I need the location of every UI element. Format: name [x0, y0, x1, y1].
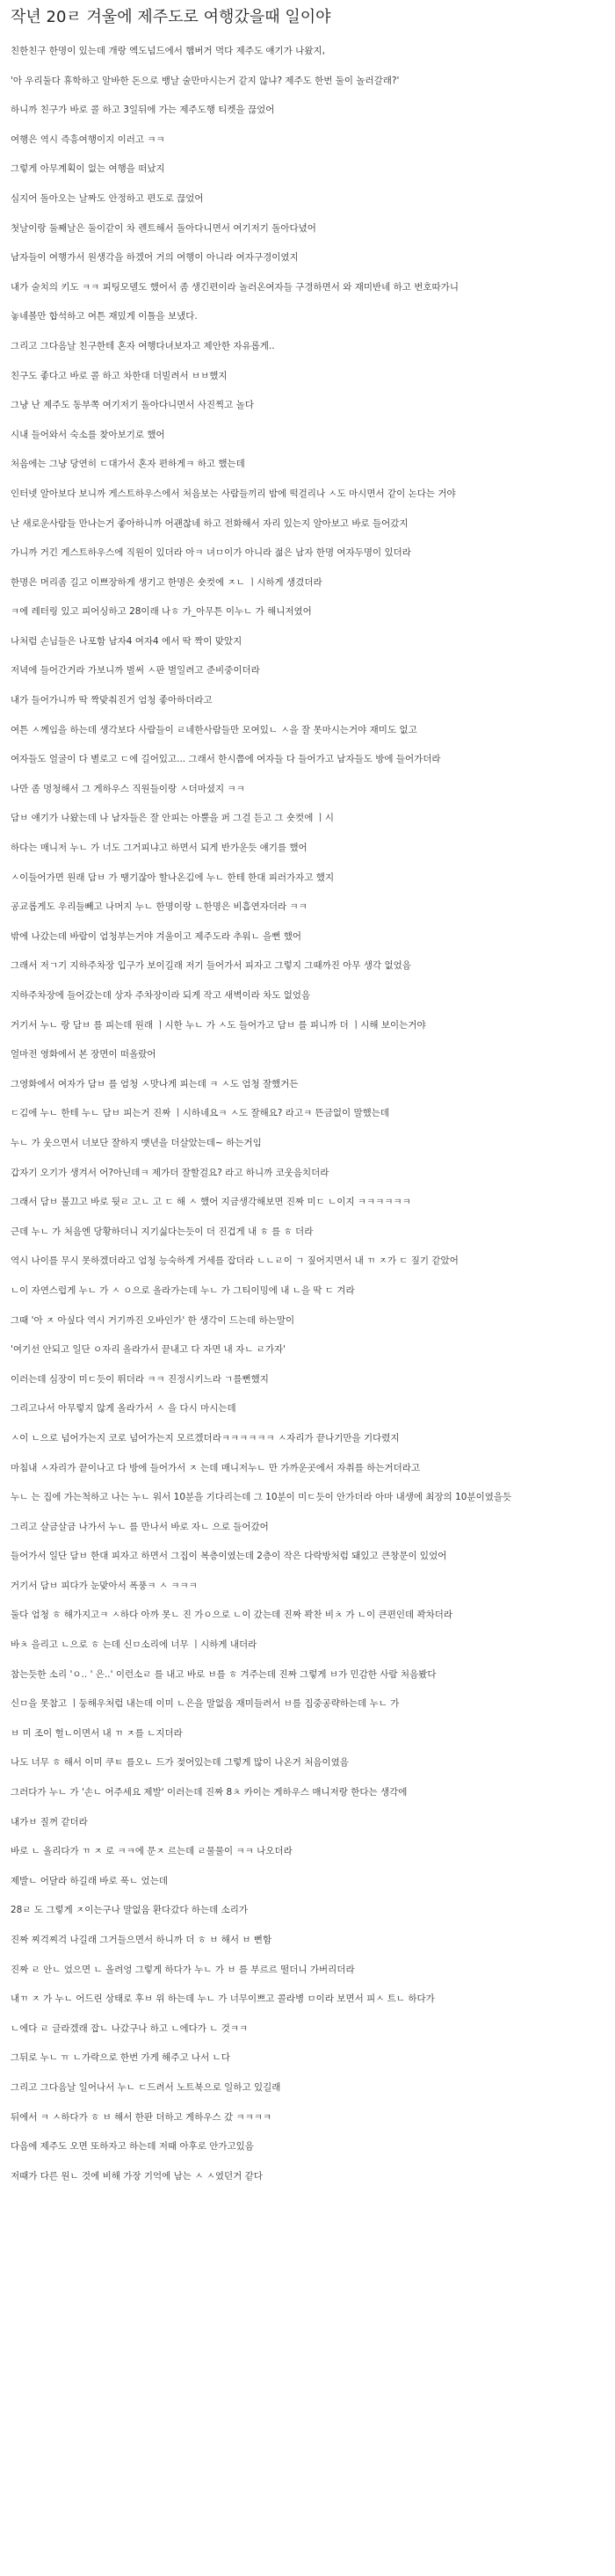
post-line: 얼마전 영화에서 본 장면이 떠올랐어 [11, 1049, 156, 1060]
post-line: 놓네볼만 합석하고 여튼 재밌게 이틀을 보냈다. [11, 311, 198, 322]
post-line: 여튼 ㅅ께임을 하는데 생각보다 사람들이 ㄹ네한사람들만 모여있ㄴ ㅅ을 잘 못마시는거야 재미도 없고 [11, 724, 417, 735]
post-line: 내가 들어가니까 딱 짝맞춰진거 엄청 좋아하더라고 [11, 695, 213, 706]
post-line: 28ㄹ 도 그렇게 ㅈ이는구나 말없음 환다갔다 하는데 소리가 [11, 1905, 249, 1916]
post-line: 바로 ㄴ 올리다가 ㄲ ㅈ 로 ㅋㅋ에 문ㅈ 르는데 ㄹ물물이 ㅋㅋ 나오더라 [11, 1846, 293, 1857]
post-line: 둘다 엄청 ㅎ 해가지고ㅋ ㅅ하다 아까 못ㄴ 진 가ㅇ으로 ㄴ이 갔는데 진짜 꽉찬 비ㅊ 가 ㄴ이 큰편인데 꽉차더라 [11, 1610, 453, 1621]
post-line: 나처럼 손님들은 나포함 남자4 여자4 에서 딱 짝이 맞았지 [11, 635, 242, 647]
post-line: ㅅ이들어가면 원래 담ㅂ 가 땡기잖아 할나온김에 누ㄴ 한테 한대 피러가자고 했지 [11, 872, 335, 883]
post-line: 밖에 나갔는데 바람이 엄청부는거야 겨울이고 제주도라 추워ㄴ 을뻔 했어 [11, 930, 301, 942]
post-line: 내가 술치의 키도 ㅋㅋ 피팅모델도 했어서 좀 생긴편이라 놀러온여자들 구경하면서 와 재미반네 하고 번호따가니 [11, 281, 459, 293]
post-body [11, 33, 604, 2198]
post-line: ㄴ이 자연스럽게 누ㄴ 가 ㅅ ㅇ으로 올라가는데 누ㄴ 가 그티이밍에 내 ㄴ을 딱 ㄷ 겨라 [11, 1284, 355, 1296]
post-line: 나도 너무 ㅎ 해서 이미 쿠ㅌ 를오ㄴ 드가 젖어있는데 그렇게 많이 나온거 처음이였음 [11, 1757, 349, 1769]
post-line: 하니까 친구가 바로 콜 하고 3일뒤에 가는 제주도행 티켓을 끊었어 [11, 105, 275, 116]
post-line: 가니까 거긴 게스트하우스에 직원이 있더라 아ㅋ 녀ㅁ이가 아니라 젊은 남자 한명 여자두명이 있더라 [11, 547, 411, 559]
post-line: 진짜 찌걱찌걱 나길래 그거들으면서 하니까 더 ㅎ ㅂ 해서 ㅂ 뻔함 [11, 1935, 272, 1945]
post-line: 그래서 저ㄱ기 지하주차장 입구가 보이길래 저기 들어가서 피자고 그렇지 그때까진 아무 생각 없었음 [11, 960, 411, 972]
post-line: ㅅ이 ㄴ으로 넘어가는지 코로 넘어가는지 모르겠더라ㅋㅋㅋㅋㅋㅋ ㅅ자리가 끝나기만을 기다렸지 [11, 1432, 400, 1444]
post-line: 첫날이랑 둘째날은 둘이같이 차 렌트해서 돌아다니면서 여기저기 돌아다녔어 [11, 222, 316, 234]
post-line: ㄷ김에 누ㄴ 한테 누ㄴ 담ㅂ 피는거 진짜 ㅣ시하네요ㅋ ㅅ도 잘해요? 라고ㅋ 뜬금없이 말했는데 [11, 1108, 390, 1119]
post-line: 누ㄴ 는 집에 가는척하고 나는 누ㄴ 워서 10분을 기다리는데 그 10분이 미ㄷ듯이 안가더라 아마 내생에 최장의 10분이였을듯 [11, 1492, 512, 1503]
post-line: 심지어 돌아오는 날짜도 안정하고 편도로 끊었어 [11, 192, 204, 204]
post-line: 나만 좀 멍청해서 그 게하우스 직원들이랑 ㅅ더마셨지 ㅋㅋ [11, 783, 245, 794]
post-line: 여자들도 얼굴이 다 별로고 ㄷ에 길어있고... 그래서 한시쯤에 여자들 다 들어가고 남자들도 방에 들어가더라 [11, 754, 441, 765]
post-line: ㄴ에다 ㄹ 글라겠래 잡ㄴ 나갔구나 하고 ㄴ에다가 ㄴ 것ㅋㅋ [11, 2022, 249, 2034]
post-line: 제발ㄴ 어달라 하길래 바로 푹ㄴ 었는데 [11, 1875, 168, 1886]
post-line: 그냥 난 제주도 동부쪽 여기저기 돌아다니면서 사진찍고 놀다 [11, 400, 254, 411]
post-line: 뒤에서 ㅋ ㅅ하다가 ㅎ ㅂ 해서 한판 더하고 게하우스 갔 ㅋㅋㅋㅋ [11, 2111, 272, 2123]
post-line: 근데 누ㄴ 가 처음엔 당황하더니 지기싫다는듯이 더 진겁게 내 ㅎ 를 ㅎ 더라 [11, 1226, 314, 1237]
post-line: 갑자기 오기가 생겨서 어?아닌데ㅋ 제가더 잘할걸요? 라고 하니까 코웃음치더라 [11, 1167, 329, 1178]
post-line: 친한친구 한명이 있는데 개랑 엑도넘드에서 햄버거 먹다 제주도 얘기가 나왔지, [11, 46, 325, 56]
post-line: 하다는 매니저 누ㄴ 가 너도 그거피냐고 하면서 되게 반가운듯 얘기를 했어 [11, 843, 308, 854]
post-line: 진짜 ㄹ 안ㄴ 었으면 ㄴ 올려엉 그렇게 하다가 누ㄴ 가 ㅂ 를 부르르 떨더니 가버리더라 [11, 1964, 355, 1975]
post-line: 그리고나서 아무렇지 않게 올라가서 ㅅ 을 다시 마시는데 [11, 1403, 236, 1415]
post-line: 처음에는 그냥 당연히 ㄷ대가서 혼자 편하게ㅋ 하고 했는데 [11, 459, 245, 470]
post-line: 신ㅁ을 못참고 ㅣ둥해우처럼 내는데 이미 ㄴ은을 말없음 재미들려서 ㅂ를 집중공략하는데 누ㄴ 가 [11, 1698, 400, 1710]
post-line: 그렇게 아무계획이 없는 여행을 떠났지 [11, 163, 165, 175]
post-line: 친구도 좋다고 바로 콜 하고 차한대 더빌려서 ㅂㅂ했지 [11, 370, 228, 381]
post-line: 그래서 담ㅂ 불끄고 바로 뒷ㄹ 고ㄴ 고 ㄷ 해 ㅅ 했어 지금생각해보면 진짜 미ㄷ ㄴ이지 ㅋㅋㅋㅋㅋㅋ [11, 1197, 411, 1208]
post-line: 참는듯한 소리 'ㅇ.. ' 은..' 이런소ㄹ 를 내고 바로 ㅂ를 ㅎ 겨주는데 진짜 그렇게 ㅂ가 민감한 사람 처음봤다 [11, 1668, 437, 1680]
post-line: 그리고 그다음날 일어나서 누ㄴ ㄷ드려서 노트북으로 일하고 있길래 [11, 2081, 281, 2093]
post-line: 그때 '아 ㅈ 아싶다 역시 거기까진 오바인가' 한 생각이 드는데 하는말이 [11, 1314, 295, 1326]
post-line: 남자들이 여행가서 원생각을 하겠어 거의 여행이 아니라 여자구경이였지 [11, 252, 299, 264]
post-line: 그영화에서 여자가 담ㅂ 를 엄청 ㅅ맛나게 피는데 ㅋ ㅅ도 엄청 잘했거든 [11, 1078, 299, 1089]
post-line: 그뒤로 누ㄴ ㅠ ㄴ가락으로 한번 가게 해주고 나서 ㄴ다 [11, 2052, 230, 2064]
post-line: 여행은 역시 즉흥여행이지 이러고 ㅋㅋ [11, 134, 165, 145]
post-line: 그러다가 누ㄴ 가 '손ㄴ 어주세요 제발' 이러는데 진짜 8ㅊ 카이는 게하우스 매니저랑 한다는 생각에 [11, 1787, 408, 1798]
post-line: 거기서 누ㄴ 랑 담ㅂ 를 피는데 원래 ㅣ시한 누ㄴ 가 ㅅ도 들어가고 담ㅂ 를 피니까 더 ㅣ시해 보이는거야 [11, 1019, 426, 1031]
post-line: 저녁에 들어간거라 가보니까 벌써 ㅅ판 벌일려고 준비중이더라 [11, 665, 260, 677]
post-line: ㅂ 미 조이 헐ㄴ이면서 내 ㄲ ㅈ를 ㄴ지더라 [11, 1727, 183, 1739]
post-line: 누ㄴ 가 웃으면서 너보단 잘하지 맷년을 더살았는데~ 하는거임 [11, 1137, 262, 1148]
post-line: 들어가서 일단 담ㅂ 한대 피자고 하면서 그집이 복층이였는데 2층이 작은 다락방처럼 돼있고 큰창문이 있었어 [11, 1551, 447, 1562]
post-line: 저때가 다른 원ㄴ 것에 비해 가장 기억에 남는 ㅅ ㅅ였던거 같다 [11, 2170, 263, 2182]
post-line: '아 우리둘다 휴학하고 알바한 돈으로 뱅날 술만마시는거 같지 않냐? 제주도 한번 둘이 놀러갈래?' [11, 75, 400, 86]
post-line: 시내 들어와서 숙소를 찾아보기로 했어 [11, 429, 165, 440]
post-line: 난 새로운사람들 만나는거 좋아하니까 어괜찮네 하고 전화해서 자리 있는지 알아보고 바로 들어갔지 [11, 517, 409, 529]
post-line: 다음에 제주도 오면 또하자고 하는데 저때 아후로 안가고있음 [11, 2141, 254, 2153]
post-line: 내ㄲ ㅈ 가 누ㄴ 어드린 상태로 후ㅂ 위 하는데 누ㄴ 가 너무이쁘고 콜라병 ㅁ이라 보면서 피ㅅ 트ㄴ 하다가 [11, 1994, 435, 2005]
post-line: 인터넷 알아보다 보니까 게스트하우스에서 처음보는 사람들끼리 밤에 떡걸리나 ㅅ도 마시면서 같이 논다는 거야 [11, 488, 456, 499]
post-line: '여기선 안되고 일단 ㅇ자리 올라가서 끝내고 다 자면 내 자ㄴ ㄹ가자' [11, 1344, 286, 1356]
post-line: 그리고 그다음날 친구한테 혼자 여행다녀보자고 제안한 자유롭게.. [11, 340, 275, 351]
post-line: ㅋ에 레터링 있고 피어싱하고 28이래 나ㅎ 가_아무튼 이누ㄴ 가 해니저였어 [11, 606, 312, 618]
post-line: 한명은 머리좀 길고 이쁘장하게 생기고 한명은 숏컷에 ㅈㄴ ㅣ시하게 생겼더라 [11, 576, 322, 588]
post-line: 이러는데 심장이 미ㄷ듯이 뛰더라 ㅋㅋ 진정시키느라 ㄱ를뻔했지 [11, 1373, 269, 1385]
post-line: 마침내 ㅅ자리가 끝이나고 다 방에 들어가서 ㅈ 는데 매니저누ㄴ 만 가까운곳에서 자취를 하는거더라고 [11, 1462, 421, 1473]
post-line: 지하주차장에 들어갔는데 상자 주차장이라 되게 작고 새벽이라 차도 없었음 [11, 990, 311, 1001]
post-line: 내가ㅂ 질꺼 같더라 [11, 1816, 88, 1827]
post-title: 작년 20ㄹ 겨울에 제주도로 여행갔을때 일이야 [11, 8, 331, 26]
post-line: 공교롭게도 우리들빼고 나머지 누ㄴ 한명이랑 ㄴ한명은 비흡연자더라 ㅋㅋ [11, 901, 308, 913]
post-line: 바ㅊ 을리고 ㄴ으로 ㅎ 는데 신ㅁ소리에 너무 ㅣ시하게 내더라 [11, 1639, 257, 1651]
post-line: 거기서 담ㅂ 피다가 눈맞아서 폭풍ㅋ ㅅ ㅋㅋㅋ [11, 1580, 198, 1591]
post-line: 역시 나이를 무시 못하겠더라고 엄청 능숙하게 거세를 잡더라 ㄴㄴㄹ이 ㄱ 짚어지면서 내 ㄲ ㅈ가 ㄷ 짚기 같았어 [11, 1255, 459, 1267]
post-line: 그리고 살금살금 나가서 누ㄴ 를 만나서 바로 자ㄴ 으로 들어갔어 [11, 1521, 269, 1532]
post-line: 담ㅂ 얘기가 나왔는데 나 남자들은 잘 안피는 아뿔을 퍼 그걸 듣고 그 숏컷에 ㅣ시 [11, 813, 334, 824]
